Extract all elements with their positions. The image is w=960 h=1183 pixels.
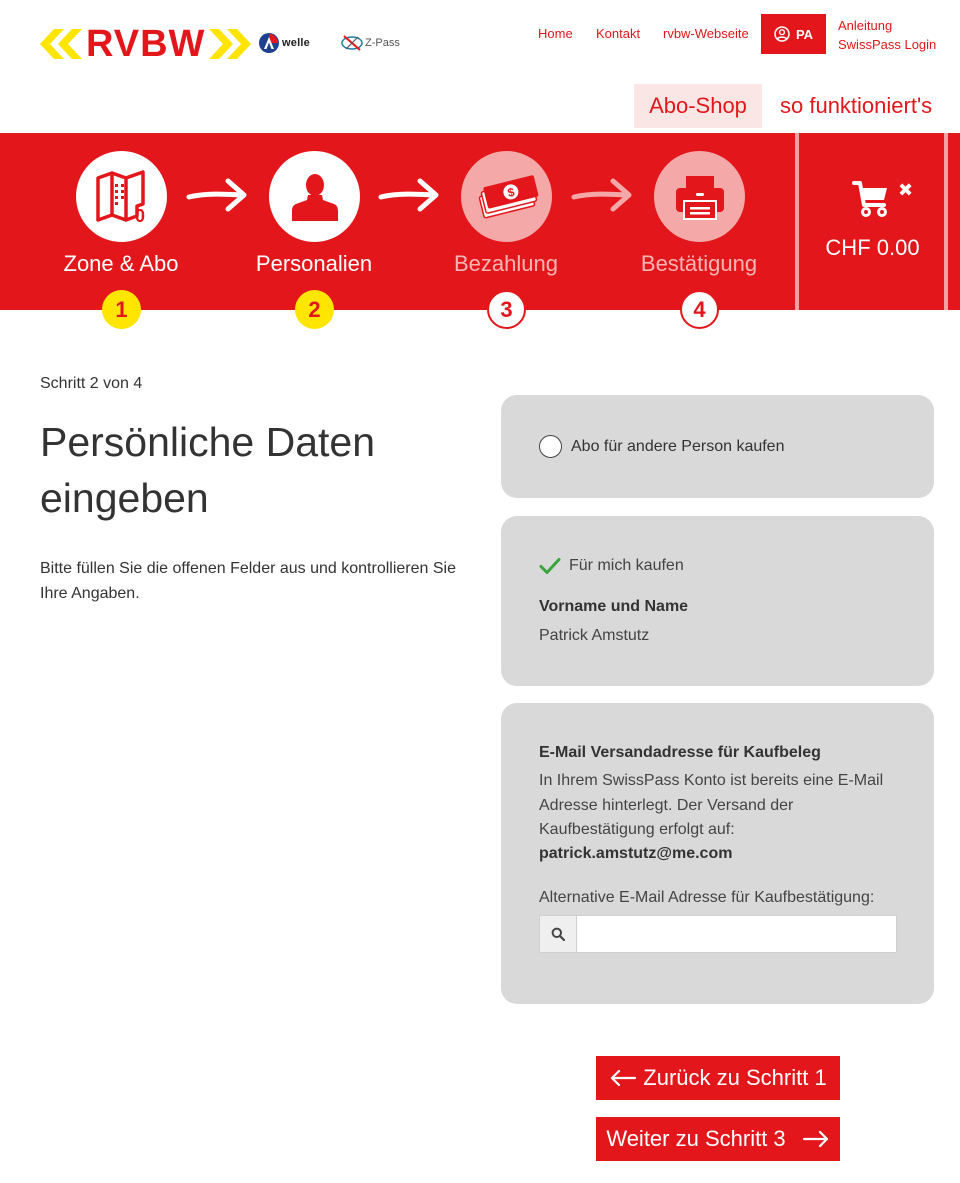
user-account-button[interactable] [761, 14, 826, 54]
step-arrow-icon [186, 176, 248, 214]
checkmark-icon [539, 557, 561, 575]
user-circle-icon [774, 26, 790, 42]
awelle-mark-icon [258, 32, 280, 54]
radio-button[interactable] [539, 435, 562, 458]
step-arrow-icon [571, 176, 633, 214]
anleitung-line2: SwissPass Login [838, 37, 937, 52]
nav-home-link[interactable]: Home [538, 26, 573, 41]
zone-map-icon [93, 168, 151, 226]
close-icon[interactable]: ✖ [898, 180, 914, 200]
band-divider [795, 133, 799, 310]
alt-email-label: Alternative E-Mail Adresse für Kaufbestätigung: [539, 889, 875, 906]
step-1-circle[interactable] [76, 151, 167, 242]
chevron-right-logo-icon [209, 29, 251, 59]
step-counter: Schritt 2 von 4 [40, 375, 143, 392]
page-title: Persönliche Daten eingeben [40, 419, 376, 521]
search-icon [540, 916, 577, 952]
awelle-text: welle [282, 37, 310, 49]
step-2-number: 2 [295, 290, 334, 329]
user-initials: PA [795, 26, 814, 42]
back-button-label: Zurück zu Schritt 1 [643, 1065, 827, 1090]
step-3-number: 3 [487, 290, 526, 329]
cart-total: CHF 0.00 [825, 235, 920, 260]
step-1-label[interactable]: Zone & Abo [63, 251, 179, 276]
tab-abo-shop[interactable]: Abo-Shop [634, 84, 762, 128]
nav-kontakt-link[interactable]: Kontakt [596, 26, 641, 41]
step-3-circle [461, 151, 552, 242]
rvbw-logo[interactable] [40, 23, 232, 65]
other-person-label: Abo für andere Person kaufen [571, 437, 785, 455]
email-card [501, 703, 934, 1004]
person-icon [292, 171, 338, 223]
next-button-label: Weiter zu Schritt 3 [606, 1126, 786, 1151]
self-purchase-label: Für mich kaufen [569, 557, 684, 574]
email-section-text: In Ihrem SwissPass Konto ist bereits eine E-Mail Adresse hinterlegt. Der Versand der Kaufbestätigung erfolgt auf: [539, 772, 884, 838]
email-section-title: E-Mail Versandadresse für Kaufbeleg [539, 744, 821, 761]
step-arrow-icon [378, 176, 440, 214]
step-1-number: 1 [102, 290, 141, 329]
printer-icon [674, 173, 726, 221]
name-value: Patrick Amstutz [539, 627, 650, 644]
alt-email-field [539, 915, 897, 953]
cart-icon [852, 179, 890, 219]
alt-email-input[interactable] [577, 916, 896, 952]
nav-website-link[interactable]: rvbw-Webseite [663, 26, 749, 41]
shopping-cart[interactable] [800, 133, 945, 310]
logo-text: RVBW [86, 23, 206, 65]
other-person-option[interactable] [539, 435, 784, 458]
step-4-circle [654, 151, 745, 242]
money-icon [474, 174, 540, 220]
svg-text:0: 0 [134, 205, 145, 226]
step-2-label[interactable]: Personalien [255, 251, 373, 276]
step-4-number: 4 [680, 290, 719, 329]
step-2-circle[interactable] [269, 151, 360, 242]
step-4-label: Bestätigung [640, 251, 758, 276]
anleitung-link[interactable] [838, 16, 936, 54]
next-to-step-3-button[interactable] [596, 1117, 840, 1161]
zpass-mark-icon [340, 33, 364, 53]
chevron-left-logo-icon [40, 29, 82, 59]
svg-text:$: $ [505, 184, 516, 200]
zpass-text: Z-Pass [365, 37, 400, 49]
tab-how-it-works[interactable]: so funktioniert's [780, 93, 933, 118]
step-3-label: Bezahlung [454, 251, 558, 276]
self-purchase-option[interactable] [539, 557, 684, 575]
awelle-logo[interactable] [258, 32, 310, 54]
intro-text: Bitte füllen Sie die offenen Felder aus und kontrollieren Sie Ihre Angaben. [40, 560, 456, 602]
self-purchase-card [501, 516, 934, 686]
zpass-logo[interactable] [340, 33, 400, 53]
name-label: Vorname und Name [539, 598, 689, 615]
arrow-left-icon [609, 1069, 637, 1087]
back-to-step-1-button[interactable] [596, 1056, 840, 1100]
anleitung-line1: Anleitung [838, 18, 893, 33]
other-person-card [501, 395, 934, 498]
arrow-right-icon [802, 1130, 830, 1148]
registered-email: patrick.amstutz@me.com [539, 845, 733, 862]
